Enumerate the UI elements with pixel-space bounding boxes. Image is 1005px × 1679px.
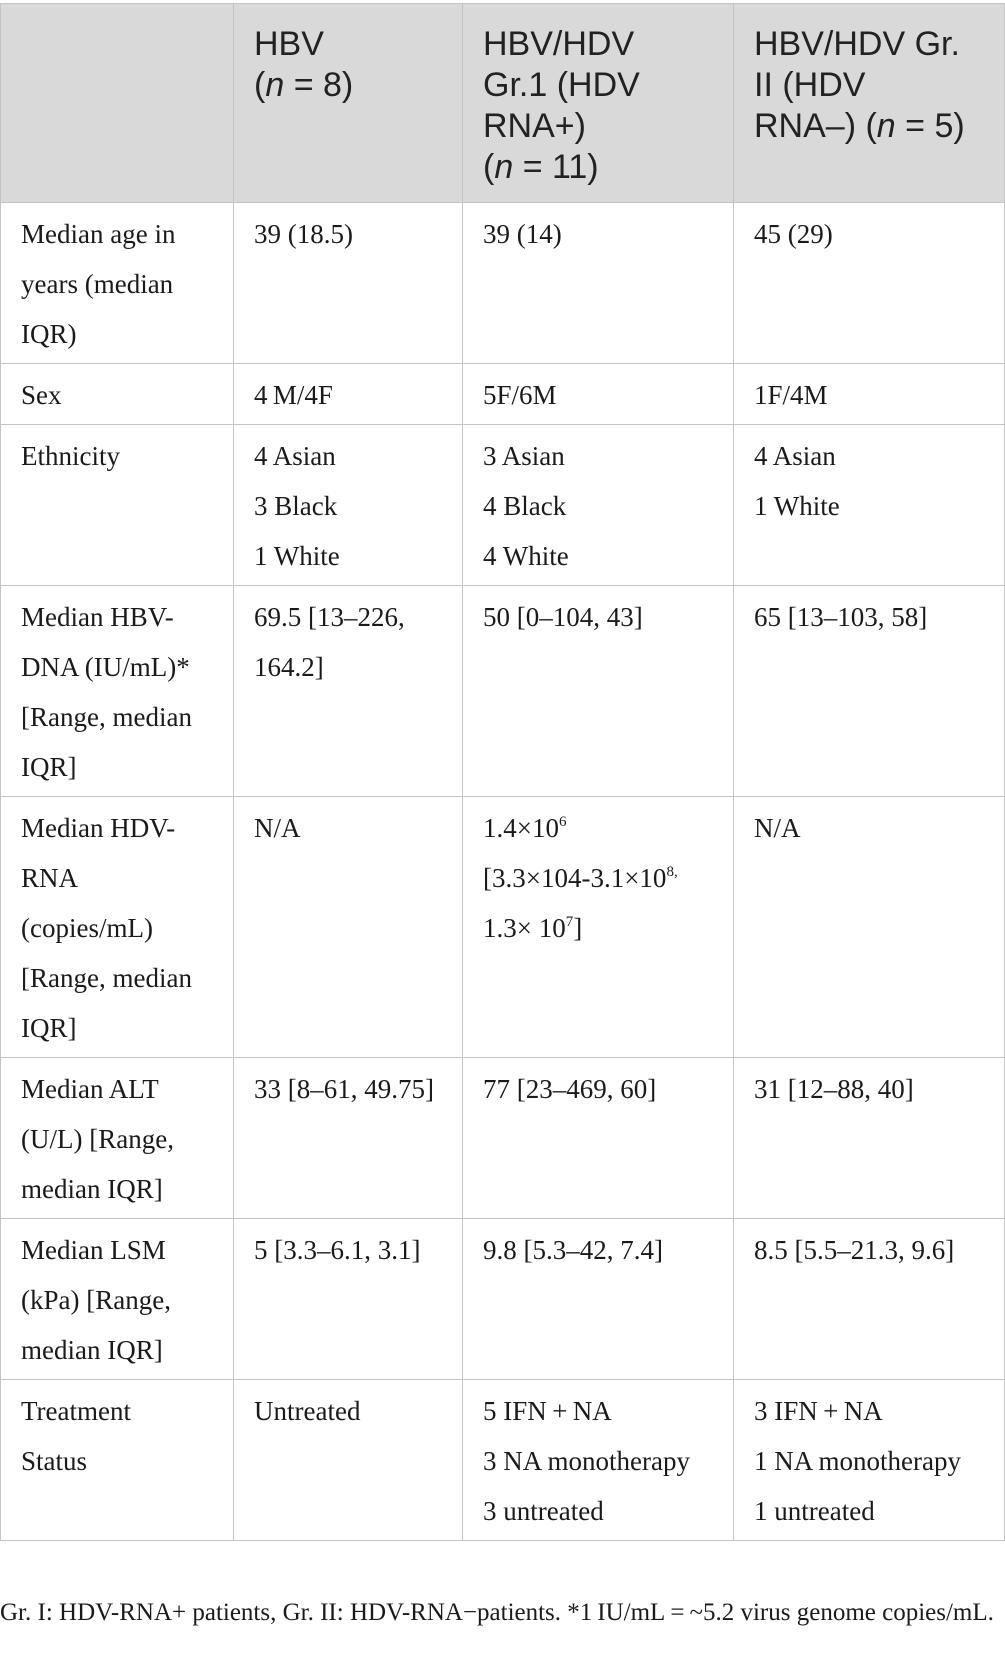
cell-age-hbv: 39 (18.5) — [234, 203, 463, 364]
cell-lsm-gr1: 9.8 [5.3–42, 7.4] — [463, 1219, 734, 1380]
cell-alt-gr1: 77 [23–469, 60] — [463, 1058, 734, 1219]
cell-hbv-dna-gr1: 50 [0–104, 43] — [463, 586, 734, 797]
table-row-treatment — [1, 1380, 1005, 1541]
cell-hdv-rna-gr2: N/A — [734, 797, 1005, 1058]
cell-treatment-gr1: 5 IFN + NA 3 NA monotherapy 3 untreated — [463, 1380, 734, 1541]
header-gr1-line-2: Gr.1 (HDV — [483, 66, 640, 104]
cell-lsm-gr2: 8.5 [5.5–21.3, 9.6] — [734, 1219, 1005, 1380]
patient-characteristics-table-container — [0, 3, 1004, 1541]
row-label-sex: Sex — [1, 364, 234, 425]
cell-alt-hbv: 33 [8–61, 49.75] — [234, 1058, 463, 1219]
patient-characteristics-table — [0, 3, 1005, 1541]
table-row-alt — [1, 1058, 1005, 1219]
row-label-hdv-rna: Median HDV- RNA (copies/mL) [Range, median IQR] — [1, 797, 234, 1058]
row-label-age: Median age in years (median IQR) — [1, 203, 234, 364]
header-gr1-line-1: HBV/HDV — [483, 25, 635, 63]
cell-hdv-rna-gr1: $1.4\times 10^6$ [$3.3\times 104-3.1\times 10^{8,}$ $1.3\times 10^7$] — [463, 797, 734, 1058]
header-cell-gr2 — [734, 4, 1005, 203]
cell-alt-gr2: 31 [12–88, 40] — [734, 1058, 1005, 1219]
header-gr2-line-3: RNA–) (n = 5) — [754, 107, 965, 145]
row-label-alt: Median ALT (U/L) [Range, median IQR] — [1, 1058, 234, 1219]
cell-ethnicity-hbv: 4 Asian 3 Black 1 White — [234, 425, 463, 586]
table-row-sex — [1, 364, 1005, 425]
header-cell-hbv — [234, 4, 463, 203]
table-row-hbv-dna — [1, 586, 1005, 797]
header-cell-empty — [1, 4, 234, 203]
header-gr2-line-2: II (HDV — [754, 66, 866, 104]
cell-lsm-hbv: 5 [3.3–6.1, 3.1] — [234, 1219, 463, 1380]
cell-sex-hbv: 4 M/4F — [234, 364, 463, 425]
cell-sex-gr1: 5F/6M — [463, 364, 734, 425]
header-gr1-line-4: (n = 11) — [483, 148, 599, 186]
cell-hbv-dna-gr2: 65 [13–103, 58] — [734, 586, 1005, 797]
header-gr1-line-3: RNA+) — [483, 107, 586, 145]
cell-hdv-rna-hbv: N/A — [234, 797, 463, 1058]
table-row-age — [1, 203, 1005, 364]
cell-age-gr1: 39 (14) — [463, 203, 734, 364]
row-label-ethnicity: Ethnicity — [1, 425, 234, 586]
row-label-hbv-dna: Median HBV- DNA (IU/mL)* [Range, median IQR] — [1, 586, 234, 797]
cell-ethnicity-gr2: 4 Asian 1 White — [734, 425, 1005, 586]
row-label-treatment: Treatment Status — [1, 1380, 234, 1541]
header-gr2-line-1: HBV/HDV Gr. — [754, 25, 960, 63]
cell-treatment-hbv: Untreated — [234, 1380, 463, 1541]
header-row — [1, 4, 1005, 203]
cell-age-gr2: 45 (29) — [734, 203, 1005, 364]
cell-hbv-dna-hbv: 69.5 [13–226, 164.2] — [234, 586, 463, 797]
table-row-ethnicity — [1, 425, 1005, 586]
cell-sex-gr2: 1F/4M — [734, 364, 1005, 425]
row-label-lsm: Median LSM (kPa) [Range, median IQR] — [1, 1219, 234, 1380]
table-row-lsm — [1, 1219, 1005, 1380]
table-footnote: Gr. I: HDV-RNA+ patients, Gr. II: HDV-RNA−patients. *1 IU/mL = ~5.2 virus genome copies/mL. — [0, 1599, 994, 1626]
header-hbv-line-1: HBV — [254, 25, 324, 63]
table-row-hdv-rna — [1, 797, 1005, 1058]
cell-ethnicity-gr1: 3 Asian 4 Black 4 White — [463, 425, 734, 586]
header-hbv-line-2: (n = 8) — [254, 66, 354, 104]
cell-treatment-gr2: 3 IFN + NA 1 NA monotherapy 1 untreated — [734, 1380, 1005, 1541]
header-cell-gr1 — [463, 4, 734, 203]
